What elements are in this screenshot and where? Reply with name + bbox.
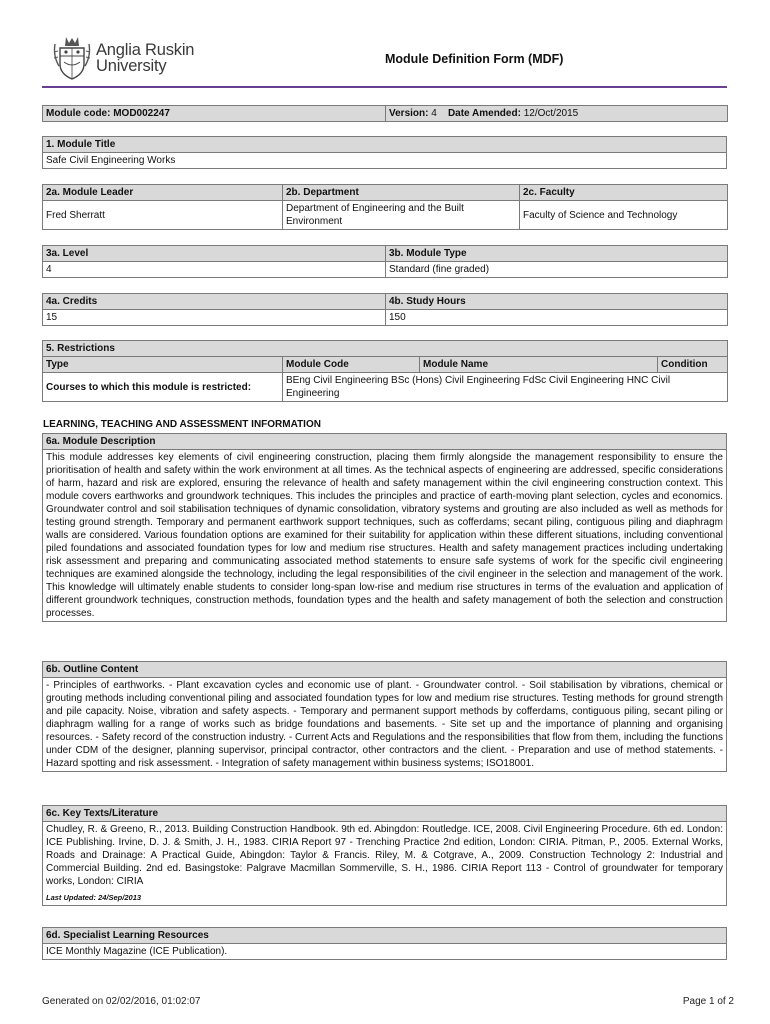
key-texts-table: [42, 805, 727, 906]
module-leader-heading: 2a. Module Leader: [43, 185, 283, 201]
form-title: Module Definition Form (MDF): [385, 52, 564, 66]
module-title-table: [42, 136, 727, 169]
description-heading: 6a. Module Description: [43, 434, 727, 450]
outline-body: - Principles of earthworks. - Plant excavation cycles and economic use of plant. - Groundwater control. - Soil stabilisation by vibrations, chemical or grouting methods including conventional piling and associated foundation types for low and medium rise structures. Testing methods for ground strength and pile capacity. Noise, vibration and safety aspects. - Temporary and permanent support methods by cofferdams, contiguous piling, secant piling or diaphragm walling for a range of works such as bridge foundations and basements. - Site set up and the importance of planning and organising resources. - Safety record of the construction industry. - Current Acts and Regulations and the responsibilities that flow from them, including the functions under CDM of the designer, planning supervisor, principal contractor, other contractors and the client. - Preparation and use of method statements. - Hazard spotting and risk assessment. - Integration of safety management within business systems; ISO18001.: [43, 678, 727, 772]
last-updated: Last Updated: 24/Sep/2013: [46, 893, 142, 902]
module-title-value: Safe Civil Engineering Works: [43, 153, 727, 169]
module-leader-value: Fred Sherratt: [43, 201, 283, 230]
title-divider: [42, 86, 727, 88]
module-title-heading: 1. Module Title: [43, 137, 727, 153]
resources-table: [42, 927, 727, 960]
outline-table: [42, 661, 727, 772]
module-info-table: [42, 105, 728, 122]
level-table: [42, 245, 728, 278]
outline-heading: 6b. Outline Content: [43, 662, 727, 678]
version-label: Version:: [389, 108, 429, 119]
resources-heading: 6d. Specialist Learning Resources: [43, 928, 727, 944]
level-heading: 3a. Level: [43, 246, 386, 262]
faculty-heading: 2c. Faculty: [520, 185, 728, 201]
date-amended-label: Date Amended:: [447, 108, 521, 119]
restrictions-row-label: Courses to which this module is restricted:: [43, 373, 283, 402]
version-date-cell: [386, 106, 728, 122]
key-texts-heading: 6c. Key Texts/Literature: [43, 806, 727, 822]
description-table: [42, 433, 727, 622]
lta-section-label: LEARNING, TEACHING AND ASSESSMENT INFORMATION: [43, 419, 321, 430]
leader-table: [42, 184, 728, 230]
module-type-heading: 3b. Module Type: [386, 246, 728, 262]
university-crest-icon: [52, 34, 92, 80]
module-code-cell: Module code: MOD002247: [43, 106, 386, 122]
restrictions-col-condition: Condition: [658, 357, 728, 373]
page-number: Page 1 of 2: [682, 996, 734, 1007]
credits-value: 15: [43, 310, 386, 326]
credits-heading: 4a. Credits: [43, 294, 386, 310]
restrictions-heading: 5. Restrictions: [43, 341, 728, 357]
department-heading: 2b. Department: [283, 185, 520, 201]
study-hours-heading: 4b. Study Hours: [386, 294, 728, 310]
restrictions-col-name: Module Name: [420, 357, 658, 373]
department-value: Department of Engineering and the Built Environment: [283, 201, 520, 230]
university-name: [96, 42, 194, 74]
faculty-value: Faculty of Science and Technology: [520, 201, 728, 230]
restrictions-row-value: BEng Civil Engineering BSc (Hons) Civil Engineering FdSc Civil Engineering HNC Civil Engineering: [283, 373, 728, 402]
key-texts-body: Chudley, R. & Greeno, R., 2013. Building Construction Handbook. 9th ed. Abingdon: Routledge. ICE, 2008. Civil Engineering Procedure. 6th ed. London: ICE Publishing. Irvine, D. J. & Smith, J. H., 1983. CIRIA Report 97 - Trenching Practice 2nd edition, London: CIRIA. Pitman, P., 2005. External Works, Roads and Drainage: A Practical Guide, Abingdon: Taylor & Francis. Riley, M. & Cotgrave, A., 2009. Construction Technology 2: Industrial and Commercial Building. 2nd ed. Basingstoke: Palgrave Macmillan Sommerville, S. H., 1986. CIRIA Report 113 - Control of groundwater for temporary works, London: CIRIA: [46, 824, 723, 887]
level-value: 4: [43, 262, 386, 278]
generated-timestamp: Generated on 02/02/2016, 01:02:07: [42, 996, 201, 1007]
description-body: This module addresses key elements of civil engineering construction, placing them firmly alongside the management responsibility to ensure the prioritisation of health and safety within the work environment at all times. As the technical aspects of engineering are addressed, specific considerations of harm, hazard and risk are explored, ensuring the relevance of health and safety management within the civil engineering construction context. This module covers earthworks and groundwork techniques. This includes the principles and practice of earth-moving plant selection, cycles and economics. Groundwater control and soil stabilisation techniques of dynamic consolidation, vibratory systems and grouting are also included as well as methods for testing ground strength. Temporary and permanent earthwork support techniques, such as cofferdams; secant piling, contiguous piling and diaphragm walls are considered. Various foundation options are examined for their suitability for application within these different situations, including conventional piled foundations and associated foundation types for low and medium rise structures. Health and safety management practices including undertaking risk assessment and preparing and communicating associated method statements to ensure safe systems of work for the specific civil engineering techniques are examined alongside the technology, including the legal responsibilities of the civil engineer in the selection and management of the work. This knowledge will ultimately enable students to consider long-span low-rise and medium rise structures in terms of the evaluation and application of different groundwork techniques, construction methods, foundation types and the health and safety management of both the selection and construction processes.: [43, 450, 727, 622]
restrictions-col-type: Type: [43, 357, 283, 373]
version-value: 4: [431, 108, 437, 119]
university-name-line1: Anglia Ruskin: [96, 41, 195, 59]
credits-table: [42, 293, 728, 326]
university-name-line2: University: [96, 57, 167, 75]
university-logo: [52, 34, 212, 82]
date-amended-value: 12/Oct/2015: [523, 108, 579, 119]
restrictions-col-code: Module Code: [283, 357, 420, 373]
resources-body: ICE Monthly Magazine (ICE Publication).: [43, 944, 727, 960]
module-type-value: Standard (fine graded): [386, 262, 728, 278]
restrictions-table: [42, 340, 728, 402]
key-texts-cell: [43, 822, 727, 906]
study-hours-value: 150: [386, 310, 728, 326]
